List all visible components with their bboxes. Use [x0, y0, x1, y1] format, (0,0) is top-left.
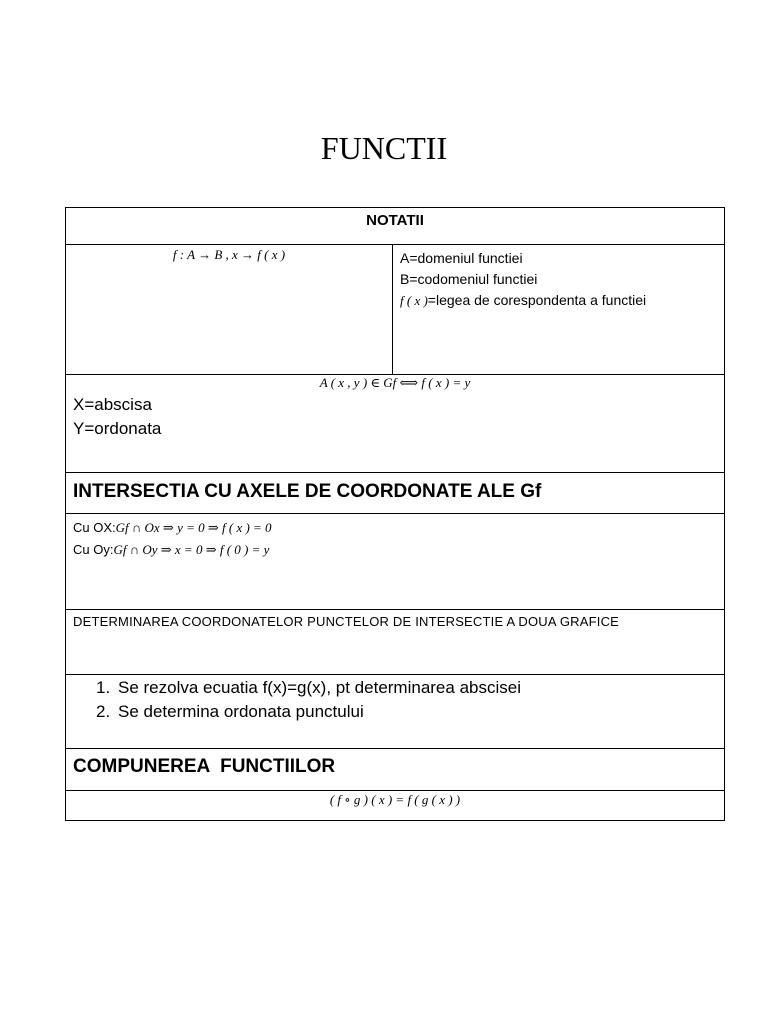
function-formula: f : A → B , x → f ( x ) [172, 247, 286, 262]
intersectie-axe-lines [73, 517, 272, 561]
notatii-definitions [400, 248, 720, 311]
intersectie-ox [73, 517, 272, 539]
compunere-header-row [66, 749, 724, 791]
compunere-header: COMPUNEREA FUNCTIILOR [73, 756, 336, 777]
definition-lege [400, 290, 720, 311]
compunere-formula-row [66, 791, 724, 820]
intersectie-axe-header: INTERSECTIA CU AXELE DE COORDONATE ALE Gf [73, 481, 542, 502]
step-item-2: 2. Se determina ordonata punctului [96, 702, 364, 721]
intersectie-oy [73, 539, 272, 561]
ox-math: Gf ∩ Ox ⇒ y = 0 ⇒ f ( x ) = 0 [115, 520, 272, 535]
ordonata-line: Y=ordonata [73, 419, 162, 438]
grafic-formula: A ( x , y ) ∈ Gf ⟺ f ( x ) = y [319, 375, 471, 390]
notatii-header: NOTATII [366, 212, 424, 229]
intersectie-grafice-steps-row [66, 675, 724, 749]
step-item-1: 1. Se rezolva ecuatia f(x)=g(x), pt determinarea abscisei [96, 678, 521, 697]
intersectie-grafice-header-row [66, 610, 724, 675]
ox-label: Cu OX: [73, 520, 116, 535]
page-title: FUNCTII [320, 130, 448, 166]
grafic-lines [73, 393, 161, 441]
notatii-header-row [66, 208, 724, 245]
intersectie-grafice-header: DETERMINAREA COORDONATELOR PUNCTELOR DE INTERSECTIE A DOUA GRAFICE [73, 614, 620, 629]
column-divider [392, 245, 393, 374]
grafic-row [66, 375, 724, 473]
definition-codomeniu: B=codomeniul functiei [400, 271, 538, 287]
lege-math: f ( x ) [400, 293, 428, 308]
intersectie-axe-content-row [66, 514, 724, 610]
steps-list [96, 676, 521, 724]
compunere-formula: ( f ∘ g ) ( x ) = f ( g ( x ) ) [329, 792, 461, 807]
lege-text: =legea de corespondenta a functiei [427, 292, 647, 308]
oy-math: Gf ∩ Oy ⇒ x = 0 ⇒ f ( 0 ) = y [113, 542, 270, 557]
definition-domeniu: A=domeniul functiei [400, 250, 523, 266]
abscisa-line: X=abscisa [73, 395, 152, 414]
intersectie-axe-header-row [66, 473, 724, 514]
oy-label: Cu Oy: [73, 542, 114, 557]
functions-table [65, 207, 725, 821]
notatii-content-row [66, 245, 724, 375]
